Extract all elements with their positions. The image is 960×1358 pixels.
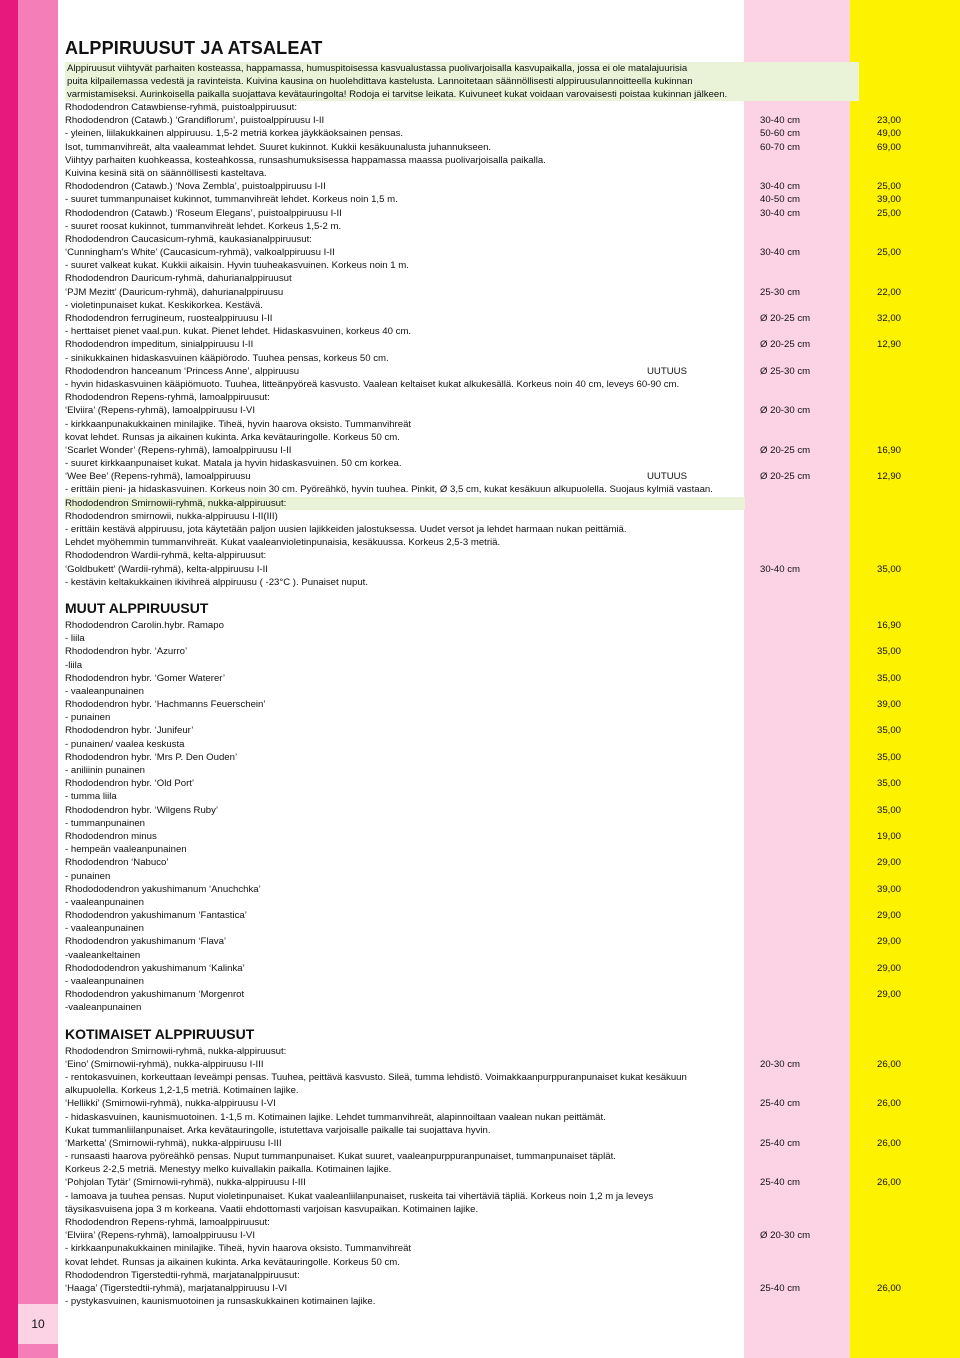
intro-line: varmistamiseksi. Aurinkoisella paikalla suojattava kevätauringolta! Rodoja ei tarvitse leikata. Kuivuneet kukat voidaan varovaisesti poistaa kukinnan jälkeen.: [67, 89, 728, 100]
product-row: [65, 1045, 955, 1058]
product-text: Rhododendron yakushimanum ‘Flava’: [65, 936, 227, 948]
product-size: 50-60 cm: [760, 128, 800, 140]
product-row: [65, 167, 955, 180]
product-price: 35,00: [877, 751, 902, 763]
product-size: Ø 20-30 cm: [760, 1230, 811, 1242]
product-price: 25,00: [877, 181, 902, 193]
product-row: [65, 1124, 955, 1137]
product-row: [65, 949, 955, 962]
product-row: [65, 1282, 955, 1295]
product-row: [65, 325, 955, 338]
product-row: [65, 659, 955, 672]
product-size: 25-40 cm: [760, 1098, 800, 1110]
product-row: [65, 233, 955, 246]
product-text: - rentokasvuinen, korkeuttaan leveämpi pensas. Tuuhea, peittävä kasvusto. Sileä, tumma lehdistö. Voimakkaanpurppuranpunaiset kukat kesäkuun: [65, 1071, 687, 1083]
product-text: Rhododendron minus: [65, 830, 157, 842]
product-text: täysikasvuisena jopa 3 m korkeana. Vaatii ehdottomasti varjoisan kasvupaikan. Kotimainen lajike.: [65, 1203, 479, 1215]
product-row: [65, 1097, 955, 1110]
product-price: 35,00: [877, 804, 902, 816]
product-price: 12,90: [877, 339, 902, 351]
product-text: alkupuolella. Korkeus 1,2-1,5 metriä. Kotimainen lajike.: [65, 1085, 299, 1097]
product-row: [65, 843, 955, 856]
product-price: 26,00: [877, 1098, 902, 1110]
product-row: [65, 286, 955, 299]
product-row: [65, 272, 955, 285]
product-text: Kukat tummanliilanpunaiset. Arka kevätauringolle, istutettava varjoisalle paikalle tai suojattava hyvin.: [65, 1124, 491, 1136]
product-text: Rhododendron ‘Nabuco’: [65, 857, 169, 869]
product-price: 25,00: [877, 247, 902, 259]
product-text: Rhododendron (Catawb.) ‘Roseum Elegans’, puistoalppiruusu I-II: [65, 207, 342, 219]
product-row: [65, 645, 955, 658]
section-title-alppiruusut: ALPPIRUUSUT JA ATSALEAT: [65, 38, 323, 58]
product-row: [65, 457, 955, 470]
product-row: [65, 563, 955, 576]
product-price: 26,00: [877, 1058, 902, 1070]
product-row: [65, 1163, 955, 1176]
product-row: [65, 207, 955, 220]
product-size: 20-30 cm: [760, 1058, 800, 1070]
product-row: [65, 830, 955, 843]
product-row: [65, 431, 955, 444]
product-row: [65, 141, 955, 154]
product-row: [65, 804, 955, 817]
product-price: 35,00: [877, 672, 902, 684]
product-row: [65, 883, 955, 896]
product-size: 25-30 cm: [760, 286, 800, 298]
product-text: Rhododendron hybr. ‘Old Port’: [65, 778, 195, 790]
product-row: [65, 312, 955, 325]
product-text: Rhododendron Repens-ryhmä, lamoalppiruusut:: [65, 1217, 270, 1228]
product-text: - tummanpunainen: [65, 817, 145, 829]
product-row: [65, 470, 955, 483]
product-price: 23,00: [877, 115, 902, 127]
product-size: 30-40 cm: [760, 181, 800, 193]
product-text: - kirkkaanpunakukkainen minilajike. Tiheä, hyvin haarova oksisto. Tummanvihreät: [65, 1243, 412, 1255]
product-list-kotimaiset: [65, 1045, 955, 1309]
product-row: [65, 391, 955, 404]
intro-line: puita kilpailemassa vedestä ja ravinteista. Kuivina kausina on huolehdittava kastelusta. Lannoitetaan säännöllisesti alppiruusulannoitteella kukinnan: [67, 76, 693, 87]
product-text: - lamoava ja tuuhea pensas. Nuput violetinpunaiset. Kukat vaaleanliilanpunaiset, ruskeita tai vihertäviä täpliä. Korkeus noin 1,2 m ja leveys: [65, 1190, 654, 1202]
new-badge: UUTUUS: [647, 471, 687, 483]
product-price: 32,00: [877, 313, 902, 324]
product-price: 16,90: [877, 619, 902, 631]
product-text: - kestävin keltakukkainen ikivihreä alppiruusu ( -23°C ). Punaiset nuput.: [65, 576, 368, 588]
product-row: [65, 724, 955, 737]
product-text: - punainen: [65, 870, 111, 882]
product-price: 12,90: [877, 471, 902, 483]
product-row: [65, 114, 955, 127]
product-price: 49,00: [877, 128, 902, 140]
product-size: Ø 20-25 cm: [760, 313, 811, 324]
product-size: 25-40 cm: [760, 1137, 800, 1149]
left-pink-band: [18, 0, 58, 1358]
product-price: 26,00: [877, 1177, 902, 1189]
product-text: - violetinpunaiset kukat. Keskikorkea. Kestävä.: [65, 299, 263, 311]
product-text: - suuret valkeat kukat. Kukkii aikaisin. Hyvin tuuheakasvuinen. Korkeus noin 1 m.: [65, 260, 409, 272]
product-size: Ø 20-30 cm: [760, 405, 811, 417]
product-row: [65, 817, 955, 830]
product-text: - kirkkaanpunakukkainen minilajike. Tiheä, hyvin haarova oksisto. Tummanvihreät: [65, 418, 412, 430]
product-price: 25,00: [877, 207, 902, 219]
product-text: Rhododendron ferrugineum, ruostealppiruusu I-II: [65, 313, 273, 324]
product-price: 29,00: [877, 962, 902, 974]
product-row: [65, 378, 955, 391]
product-row: [65, 1256, 955, 1269]
product-size: Ø 20-25 cm: [760, 471, 811, 483]
product-size: Ø 25-30 cm: [760, 365, 811, 377]
product-text: Korkeus 2-2,5 metriä. Menestyy melko kuivallakin paikalla. Kotimainen lajike.: [65, 1164, 392, 1176]
product-text: Rhodododendron yakushimanum ‘Kalinka’: [65, 962, 245, 974]
product-row: [65, 870, 955, 883]
product-text: ‘Cunningham’s White’ (Caucasicum-ryhmä), valkoalppiruusu I-II: [65, 247, 335, 259]
product-row: [65, 1001, 955, 1014]
product-row: [65, 497, 955, 510]
product-row: [65, 619, 955, 632]
product-row: [65, 1058, 955, 1071]
product-row: [65, 790, 955, 803]
product-text: Rhododendron yakushimanum ‘Fantastica’: [65, 910, 247, 922]
product-row: [65, 751, 955, 764]
product-row: [65, 193, 955, 206]
product-text: - herttaiset pienet vaal.pun. kukat. Pienet lehdet. Hidaskasvuinen, korkeus 40 cm.: [65, 326, 412, 338]
product-row: [65, 1150, 955, 1163]
product-text: Rhododendron Dauricum-ryhmä, dahurianalppiruusut: [65, 273, 292, 285]
product-text: Rhododendron smirnowii, nukka-alppiruusu I-II(III): [65, 510, 278, 522]
product-size: 30-40 cm: [760, 563, 800, 575]
product-text: -vaaleanpunainen: [65, 1002, 142, 1014]
product-row: [65, 711, 955, 724]
product-text: ‘Eino’ (Smirnowii-ryhmä), nukka-alppiruusu I-III: [65, 1058, 264, 1070]
product-row: [65, 988, 955, 1001]
product-text: - hidaskasvuinen, kaunismuotoinen. 1-1,5 m. Kotimainen lajike. Lehdet tummanvihreät, alapinnoiltaan vaalean nukan peittämät.: [65, 1111, 606, 1123]
product-text: - vaaleanpunainen: [65, 685, 144, 697]
product-text: - pystykasvuinen, kaunismuotoinen ja runsaskukkainen kotimainen lajike.: [65, 1296, 376, 1308]
product-text: ‘Elviira’ (Repens-ryhmä), lamoalppiruusu I-VI: [65, 1230, 255, 1242]
product-row: [65, 523, 955, 536]
product-text: - erittäin kestävä alppiruusu, jota käytetään paljon uusien lajikkeiden jalostuksessa. Uudet versot ja lehdet harmaan nukan peittämiä.: [65, 524, 627, 535]
product-text: - punainen/ vaalea keskusta: [65, 738, 185, 750]
product-size: 60-70 cm: [760, 141, 800, 153]
product-text: ‘Scarlet Wonder’ (Repens-ryhmä), lamoalppiruusu I-II: [65, 444, 292, 456]
product-price: 26,00: [877, 1137, 902, 1149]
product-text: Rhododendron Tigerstedtii-ryhmä, marjatanalppiruusut:: [65, 1269, 300, 1281]
product-text: ‘Goldbukett’ (Wardii-ryhmä), kelta-alppiruusu I-II: [65, 563, 268, 575]
product-row: [65, 510, 955, 523]
product-row: [65, 1242, 955, 1255]
product-text: Viihtyy parhaiten kuohkeassa, kosteahkossa, runsashumuksisessa happamassa maassa puolivarjoisalla paikalla.: [65, 154, 546, 166]
product-text: - runsaasti haarova pyöreähkö pensas. Nuput tummanpunaiset. Kukat suuret, vaaleanpurppuranpunaiset, tummanpunaiset täplät.: [65, 1151, 616, 1163]
product-text: ‘Hellikki’ (Smirnowii-ryhmä), nukka-alppiruusu I-VI: [65, 1098, 276, 1110]
product-text: Rhododendron hybr. ‘Wilgens Ruby’: [65, 804, 219, 816]
product-price: 29,00: [877, 989, 902, 1001]
product-text: - punainen: [65, 712, 111, 724]
product-text: - suuret roosat kukinnot, tummanvihreät lehdet. Korkeus 1,5-2 m.: [65, 220, 342, 232]
product-text: kovat lehdet. Runsas ja aikainen kukinta. Arka kevätauringolle. Korkeus 50 cm.: [65, 1256, 400, 1268]
intro-paragraph: [65, 62, 859, 101]
product-price: 35,00: [877, 778, 902, 790]
product-row: [65, 127, 955, 140]
product-text: - hyvin hidaskasvuinen kääpiömuoto. Tuuhea, litteänpyöreä kasvusto. Vaalean keltaiset kukat alkukesällä. Korkeus noin 40 cm, leveys 60-90 cm.: [65, 378, 680, 390]
product-row: [65, 365, 955, 378]
product-size: Ø 20-25 cm: [760, 339, 811, 351]
product-row: [65, 536, 955, 549]
product-row: [65, 1071, 955, 1084]
product-text: Rhododendron Catawbiense-ryhmä, puistoalppiruusut:: [65, 102, 297, 113]
product-row: [65, 1203, 955, 1216]
product-text: ‘Pohjolan Tytär’ (Smirnowii-ryhmä), nukka-alppiruusu I-III: [65, 1177, 306, 1189]
product-size: 30-40 cm: [760, 207, 800, 219]
product-row: [65, 935, 955, 948]
product-row: [65, 154, 955, 167]
product-list-muut: [65, 619, 955, 1015]
new-badge: UUTUUS: [647, 365, 687, 377]
section-title-muut: MUUT ALPPIRUUSUT: [65, 599, 209, 616]
product-price: 22,00: [877, 286, 902, 298]
product-price: 39,00: [877, 883, 902, 895]
product-text: Rhododendron Caucasicum-ryhmä, kaukasianalppiruusut:: [65, 233, 312, 245]
product-row: [65, 444, 955, 457]
product-text: Rhododendron hybr. ‘Hachmanns Feuerschein’: [65, 699, 266, 711]
product-row: [65, 738, 955, 751]
product-size: 25-40 cm: [760, 1177, 800, 1189]
product-size: 30-40 cm: [760, 115, 800, 127]
product-row: [65, 1111, 955, 1124]
product-price: 29,00: [877, 910, 902, 922]
page-number: 10: [18, 1304, 58, 1344]
product-text: kovat lehdet. Runsas ja aikainen kukinta. Arka kevätauringolle. Korkeus 50 cm.: [65, 431, 400, 443]
product-price: 35,00: [877, 725, 902, 737]
product-text: - vaaleanpunainen: [65, 923, 144, 935]
product-text: Rhododendron Carolin.hybr. Ramapo: [65, 619, 224, 631]
product-text: Rhododendron impeditum, sinialppiruusu I-II: [65, 339, 254, 351]
product-text: Rhododendron (Catawb.) ‘Nova Zembla’, puistoalppiruusu I-II: [65, 181, 326, 193]
product-row: [65, 1295, 955, 1308]
product-text: - hempeän vaaleanpunainen: [65, 844, 187, 856]
product-text: Lehdet myöhemmin tummanvihreät. Kukat vaaleanvioletinpunaisia, kesäkuussa. Korkeus 2,5-3 metriä.: [65, 537, 501, 549]
product-row: [65, 220, 955, 233]
product-text: -vaaleankeltainen: [65, 949, 141, 961]
section-title-kotimaiset: KOTIMAISET ALPPIRUUSUT: [65, 1025, 255, 1042]
product-text: - yleinen, liilakukkainen alppiruusu. 1,5-2 metriä korkea jäykkäoksainen pensas.: [65, 128, 404, 140]
product-row: [65, 922, 955, 935]
product-text: Rhododendron Smirnowii-ryhmä, nukka-alppiruusut:: [65, 497, 745, 510]
product-text: - aniliinin punainen: [65, 765, 146, 776]
product-size: Ø 20-25 cm: [760, 444, 811, 456]
product-row: [65, 896, 955, 909]
product-row: [65, 856, 955, 869]
product-row: [65, 698, 955, 711]
product-text: Rhododendron Smirnowii-ryhmä, nukka-alppiruusut:: [65, 1045, 287, 1057]
product-row: [65, 1084, 955, 1097]
product-row: [65, 764, 955, 777]
product-text: ‘Haaga’ (Tigerstedtii-ryhmä), marjatanalppiruusu I-VI: [65, 1282, 288, 1294]
product-price: 29,00: [877, 936, 902, 948]
intro-line: Alppiruusut viihtyvät parhaiten kosteassa, happamassa, humuspitoisessa kasvualustassa puolivarjoisalla kasvupaikalla, jossa ei ole matalajuurisia: [67, 63, 688, 74]
product-size: 30-40 cm: [760, 247, 800, 259]
product-row: [65, 672, 955, 685]
product-text: Rhododendron yakushimanum ‘Morgenrot: [65, 989, 245, 1001]
product-text: ‘Marketta’ (Smirnowii-ryhmä), nukka-alppiruusu I-III: [65, 1137, 282, 1149]
product-row: [65, 962, 955, 975]
product-size: 40-50 cm: [760, 194, 800, 206]
product-text: - suuret kirkkaanpunaiset kukat. Matala ja hyvin hidaskasvuinen. 50 cm korkea.: [65, 458, 402, 470]
product-text: - sinikukkainen hidaskasvuinen kääpiörodo. Tuuhea pensas, korkeus 50 cm.: [65, 352, 389, 364]
product-text: Kuivina kesinä sitä on säännöllisesti kasteltava.: [65, 167, 267, 179]
product-text: - vaaleanpunainen: [65, 896, 144, 908]
product-row: [65, 1137, 955, 1150]
product-text: Rhododendron hybr. ‘Azurro’: [65, 646, 188, 658]
product-price: 26,00: [877, 1282, 902, 1294]
product-text: Rhododendron hybr. ‘Gomer Waterer’: [65, 672, 225, 684]
product-row: [65, 1190, 955, 1203]
product-text: ‘Wee Bee’ (Repens-ryhmä), lamoalppiruusu: [65, 471, 251, 483]
product-row: [65, 975, 955, 988]
product-size: 25-40 cm: [760, 1282, 800, 1294]
product-text: -liila: [65, 659, 83, 671]
product-row: [65, 299, 955, 312]
left-magenta-band: [0, 0, 18, 1358]
product-text: Rhododendron hanceanum ‘Princess Anne’, alppiruusu: [65, 365, 300, 377]
product-text: - erittäin pieni- ja hidaskasvuinen. Korkeus noin 30 cm. Pyöreähkö, hyvin tuuhea. Pinkit, Ø 3,5 cm, kukat kesäkuun alkupuolella. Suojaus kylmiä vastaan.: [65, 484, 713, 496]
product-row: [65, 549, 955, 562]
product-price: 39,00: [877, 194, 902, 206]
product-row: [65, 1269, 955, 1282]
product-text: Rhododendron Wardii-ryhmä, kelta-alppiruusut:: [65, 550, 267, 562]
product-row: [65, 1216, 955, 1229]
product-text: - vaaleanpunainen: [65, 976, 144, 987]
product-price: 69,00: [877, 141, 902, 153]
product-row: [65, 1176, 955, 1189]
product-row: [65, 632, 955, 645]
product-row: [65, 338, 955, 351]
product-text: - suuret tummanpunaiset kukinnot, tummanvihreät lehdet. Korkeus noin 1,5 m.: [65, 194, 398, 206]
product-row: [65, 777, 955, 790]
product-row: [65, 576, 955, 589]
product-price: 29,00: [877, 857, 902, 869]
product-row: [65, 259, 955, 272]
product-text: Rhododendron Repens-ryhmä, lamoalppiruusut:: [65, 392, 270, 404]
product-row: [65, 404, 955, 417]
product-row: [65, 685, 955, 698]
product-row: [65, 352, 955, 365]
product-text: ‘Elviira’ (Repens-ryhmä), lamoalppiruusu I-VI: [65, 405, 255, 417]
product-text: Rhodododendron yakushimanum ‘Anuchchka’: [65, 883, 261, 895]
product-row: [65, 483, 955, 496]
product-text: Rhododendron (Catawb.) ‘Grandiflorum’, puistoalppiruusu I-II: [65, 115, 325, 127]
product-row: [65, 101, 955, 114]
product-text: - liila: [65, 633, 85, 645]
product-row: [65, 180, 955, 193]
product-text: Rhododendron hybr. ‘Junifeur’: [65, 725, 194, 737]
product-row: [65, 909, 955, 922]
product-row: [65, 418, 955, 431]
product-text: - tumma liila: [65, 791, 117, 803]
product-row: [65, 246, 955, 259]
product-text: Isot, tummanvihreät, alta vaaleammat lehdet. Suuret kukinnot. Kukkii kesäkuunalusta juhannukseen.: [65, 141, 492, 153]
catalog-content: [65, 38, 955, 1308]
product-text: ‘PJM Mezitt’ (Dauricum-ryhmä), dahurianalppiruusu: [65, 286, 284, 298]
product-price: 19,00: [877, 830, 902, 842]
product-price: 35,00: [877, 646, 902, 658]
product-list-alppiruusut: [65, 101, 955, 589]
product-text: Rhododendron hybr. ‘Mrs P. Den Ouden’: [65, 751, 238, 763]
product-row: [65, 1229, 955, 1242]
product-price: 39,00: [877, 699, 902, 711]
product-price: 16,90: [877, 444, 902, 456]
product-price: 35,00: [877, 563, 902, 575]
